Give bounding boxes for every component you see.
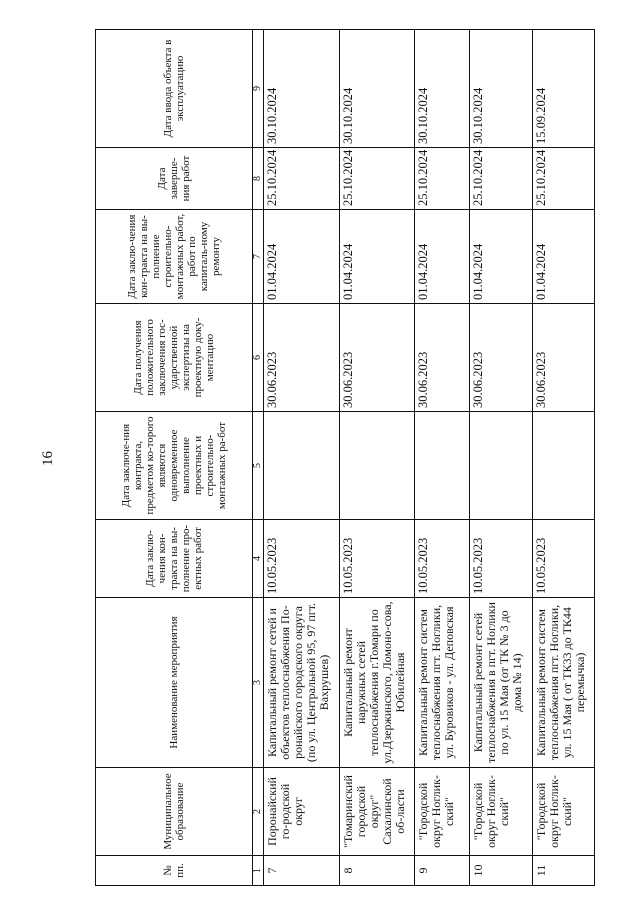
column-number: 6 <box>252 304 264 412</box>
column-number: 4 <box>252 520 264 598</box>
commissioning-date: 30.10.2024 <box>414 30 470 148</box>
row-number: 9 <box>414 856 470 886</box>
measure-name-cell: Капитальный ремонт сетей теплоснабжения в пгт. Ноглики по ул. 15 Мая (от ТК № 3 до дома № 14) <box>470 598 532 768</box>
expertise-date: 30.06.2023 <box>414 304 470 412</box>
row-number: 10 <box>470 856 532 886</box>
combined-contract-date <box>339 412 414 520</box>
commissioning-date: 15.09.2024 <box>532 30 594 148</box>
measure-name-cell: Капитальный ремонт сетей и объектов теплоснабжения По-ронайского городского округа (по ул. Центральной 95, 97 пгт. Вахрушев) <box>264 598 339 768</box>
header-combined-contract: Дата заключе-ния контракта, предметом ко-торого являются одновременное выполнение проектных и строительно-монтажных ра-бот <box>96 412 253 520</box>
header-name: Наименование мероприятия <box>96 598 253 768</box>
header-municipality: Муниципальное образование <box>96 768 253 856</box>
combined-contract-date <box>470 412 532 520</box>
header-commissioning: Дата ввода объекта в эксплуатацию <box>96 30 253 148</box>
design-contract-date: 10.05.2023 <box>414 520 470 598</box>
column-number: 3 <box>252 598 264 768</box>
combined-contract-date <box>532 412 594 520</box>
rotated-table-container <box>95 30 595 886</box>
municipality-cell: "Томаринский городской округ" Сахалинской об-ласти <box>339 768 414 856</box>
column-number: 5 <box>252 412 264 520</box>
page-number: 16 <box>40 451 56 466</box>
column-number: 9 <box>252 30 264 148</box>
commissioning-date: 30.10.2024 <box>470 30 532 148</box>
design-contract-date: 10.05.2023 <box>470 520 532 598</box>
construction-contract-date: 01.04.2024 <box>339 210 414 304</box>
completion-date: 25.10.2024 <box>470 148 532 210</box>
header-construction-contract: Дата заклю-чения кон-тракта на вы-полнение строительно-монтажных работ, работ по капиталь-ному ремонту <box>96 210 253 304</box>
completion-date: 25.10.2024 <box>532 148 594 210</box>
table-row <box>339 30 414 886</box>
header-design-contract: Дата заклю-чения кон-тракта на вы-полнение про-ектных работ <box>96 520 253 598</box>
column-number: 1 <box>252 856 264 886</box>
table-row <box>532 30 594 886</box>
municipality-cell: "Городской округ Ноглик-ский" <box>414 768 470 856</box>
table-row <box>264 30 339 886</box>
table-row <box>414 30 470 886</box>
measure-name-cell: Капитальный ремонт систем теплоснабжения пгт. Ноглики, ул. Буровиков - ул. Деповская <box>414 598 470 768</box>
measure-name-cell: Капитальный ремонт систем теплоснабжения пгт. Ноглики, ул. 15 Мая ( от ТК33 до ТК44 перемычка) <box>532 598 594 768</box>
row-number: 8 <box>339 856 414 886</box>
municipality-cell: "Городской округ Ноглик-ский" <box>470 768 532 856</box>
commissioning-date: 30.10.2024 <box>264 30 339 148</box>
measure-name-cell: Капитальный ремонт наружных сетей теплоснабжения г.Томари по ул.Дзержинского, Ломоно-сова, Юбилейная <box>339 598 414 768</box>
table-row <box>470 30 532 886</box>
combined-contract-date <box>264 412 339 520</box>
header-completion: Дата заверше-ния работ <box>96 148 253 210</box>
expertise-date: 30.06.2023 <box>470 304 532 412</box>
design-contract-date: 10.05.2023 <box>532 520 594 598</box>
design-contract-date: 10.05.2023 <box>339 520 414 598</box>
construction-contract-date: 01.04.2024 <box>532 210 594 304</box>
construction-contract-date: 01.04.2024 <box>414 210 470 304</box>
column-number-row <box>252 30 264 886</box>
header-expertise: Дата получения положительного заключения гос-ударственной экспертизы на проектную доку-ментацию <box>96 304 253 412</box>
design-contract-date: 10.05.2023 <box>264 520 339 598</box>
row-number: 7 <box>264 856 339 886</box>
expertise-date: 30.06.2023 <box>339 304 414 412</box>
commissioning-date: 30.10.2024 <box>339 30 414 148</box>
municipality-cell: "Городской округ Ноглик-ский" <box>532 768 594 856</box>
row-number: 11 <box>532 856 594 886</box>
construction-contract-date: 01.04.2024 <box>470 210 532 304</box>
construction-contract-date: 01.04.2024 <box>264 210 339 304</box>
header-number: № пп. <box>96 856 253 886</box>
column-number: 7 <box>252 210 264 304</box>
combined-contract-date <box>414 412 470 520</box>
expertise-date: 30.06.2023 <box>264 304 339 412</box>
header-row <box>96 30 253 886</box>
schedule-table <box>95 29 595 886</box>
completion-date: 25.10.2024 <box>339 148 414 210</box>
completion-date: 25.10.2024 <box>414 148 470 210</box>
column-number: 8 <box>252 148 264 210</box>
column-number: 2 <box>252 768 264 856</box>
municipality-cell: Поронайский го-родской округ <box>264 768 339 856</box>
completion-date: 25.10.2024 <box>264 148 339 210</box>
expertise-date: 30.06.2023 <box>532 304 594 412</box>
